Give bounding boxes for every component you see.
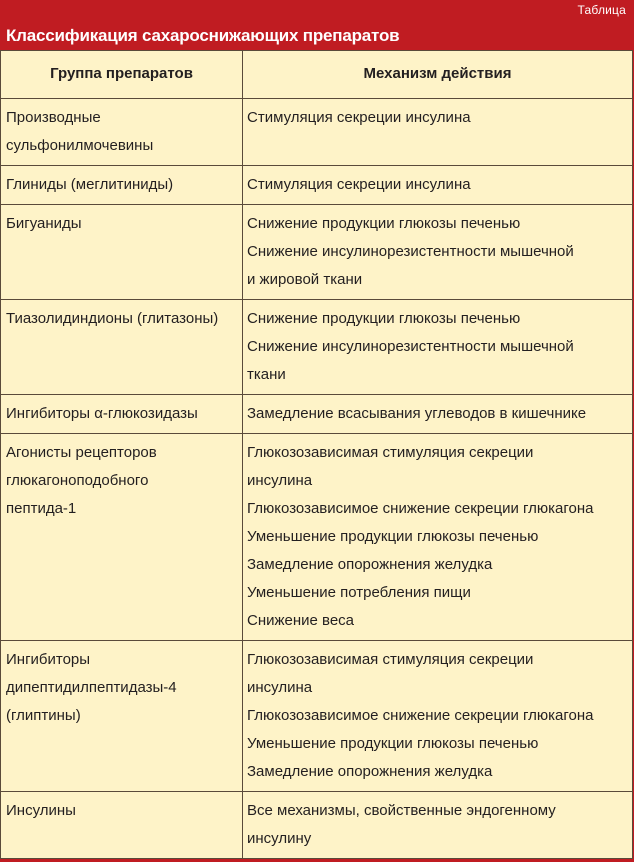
drug-group-line: Тиазолидиндионы (глитазоны)	[6, 310, 219, 327]
mechanism-line: Снижение инсулинорезистентности мышечной	[247, 338, 574, 355]
column-header-group: Группа препаратов	[1, 51, 243, 99]
table-container	[0, 50, 632, 859]
drug-group-line: Глиниды (меглитиниды)	[6, 176, 174, 193]
drug-group-cell	[1, 792, 243, 859]
mechanism-line: инсулина	[247, 472, 313, 489]
drug-group-cell	[1, 641, 243, 792]
mechanism-cell	[243, 166, 633, 205]
mechanism-line: Замедление опорожнения желудка	[247, 556, 493, 573]
column-header-mechanism: Механизм действия	[243, 51, 633, 99]
mechanism-cell	[243, 792, 633, 859]
mechanism-cell	[243, 205, 633, 300]
mechanism-line: Стимуляция секреции инсулина	[247, 176, 471, 193]
drug-group-line: Бигуаниды	[6, 215, 82, 232]
table-row	[1, 166, 633, 205]
drug-group-line: Ингибиторы α-глюкозидазы	[6, 405, 198, 422]
table-title: Классификация сахароснижающих препаратов	[6, 26, 400, 45]
drug-group-line: сульфонилмочевины	[6, 137, 154, 154]
table-row	[1, 434, 633, 641]
drug-group-cell	[1, 395, 243, 434]
drug-group-cell	[1, 205, 243, 300]
mechanism-line: Стимуляция секреции инсулина	[247, 109, 471, 126]
mechanism-line: Глюкозозависимая стимуляция секреции	[247, 444, 534, 461]
table-label: Таблица	[577, 3, 626, 17]
classification-table	[0, 50, 633, 859]
drug-group-line: Производные	[6, 109, 101, 126]
table-row	[1, 641, 633, 792]
mechanism-line: Замедление всасывания углеводов в кишечнике	[247, 405, 587, 422]
mechanism-cell	[243, 99, 633, 166]
drug-group-cell	[1, 434, 243, 641]
table-header-row	[1, 51, 633, 99]
mechanism-line: Уменьшение продукции глюкозы печенью	[247, 528, 539, 545]
mechanism-line: Уменьшение продукции глюкозы печенью	[247, 735, 539, 752]
table-row	[1, 395, 633, 434]
table-row	[1, 300, 633, 395]
mechanism-cell	[243, 434, 633, 641]
mechanism-cell	[243, 300, 633, 395]
drug-group-line: Инсулины	[6, 802, 76, 819]
drug-group-line: дипептидилпептидазы-4	[6, 679, 177, 696]
table-row	[1, 205, 633, 300]
mechanism-line: инсулина	[247, 679, 313, 696]
mechanism-line: ткани	[247, 366, 286, 383]
table-body	[1, 99, 633, 859]
drug-group-line: пептида-1	[6, 500, 77, 517]
mechanism-line: Снижение продукции глюкозы печенью	[247, 215, 521, 232]
drug-group-line: Агонисты рецепторов	[6, 444, 157, 461]
mechanism-cell	[243, 641, 633, 792]
drug-group-cell	[1, 166, 243, 205]
drug-group-line: (глиптины)	[6, 707, 81, 724]
table-row	[1, 99, 633, 166]
drug-group-cell	[1, 99, 243, 166]
drug-group-cell	[1, 300, 243, 395]
mechanism-line: Снижение инсулинорезистентности мышечной	[247, 243, 574, 260]
mechanism-cell	[243, 395, 633, 434]
mechanism-line: Глюкозозависимое снижение секреции глюкагона	[247, 707, 594, 724]
mechanism-line: Уменьшение потребления пищи	[247, 584, 471, 601]
mechanism-line: Замедление опорожнения желудка	[247, 763, 493, 780]
mechanism-line: Глюкозозависимое снижение секреции глюкагона	[247, 500, 594, 517]
drug-group-line: Ингибиторы	[6, 651, 91, 668]
mechanism-line: Снижение продукции глюкозы печенью	[247, 310, 521, 327]
mechanism-line: Снижение веса	[247, 612, 355, 629]
mechanism-line: Глюкозозависимая стимуляция секреции	[247, 651, 534, 668]
mechanism-line: инсулину	[247, 830, 312, 847]
table-row	[1, 792, 633, 859]
mechanism-line: и жировой ткани	[247, 271, 363, 288]
mechanism-line: Все механизмы, свойственные эндогенному	[247, 802, 556, 819]
drug-group-line: глюкагоноподобного	[6, 472, 149, 489]
